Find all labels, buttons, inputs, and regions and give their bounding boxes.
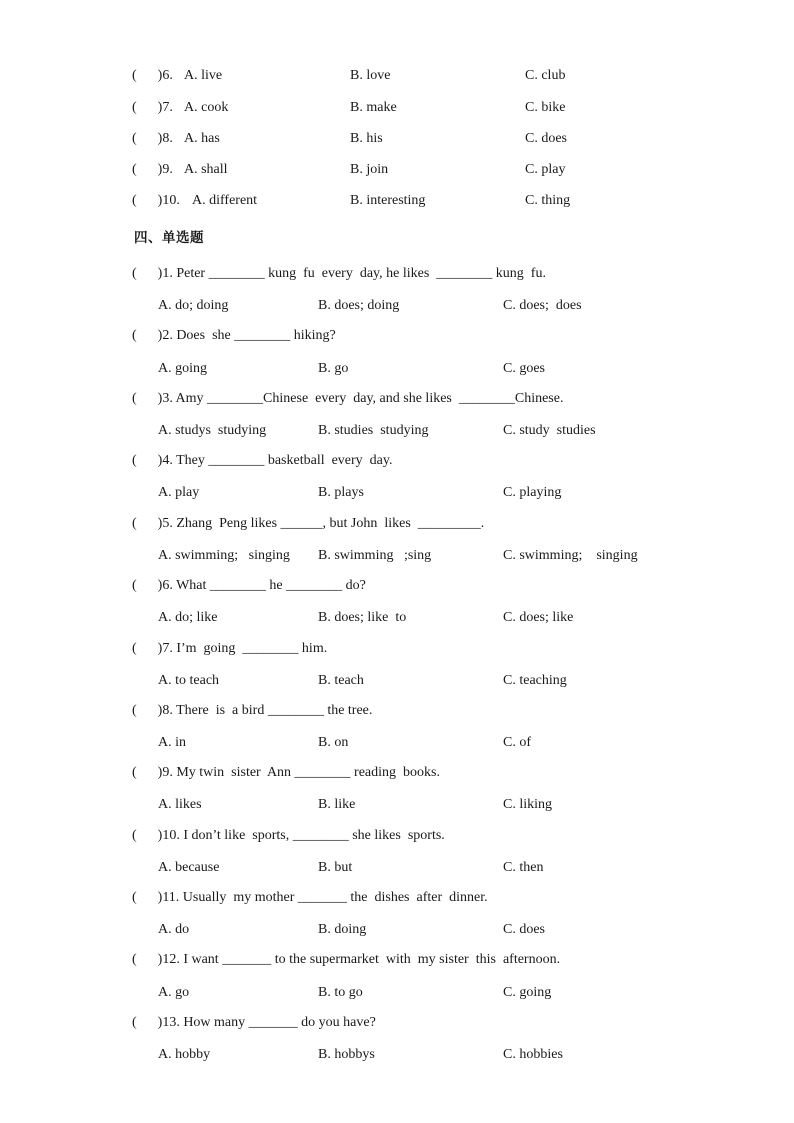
option-c: C. bike bbox=[525, 100, 566, 115]
option-a: A. live bbox=[184, 68, 223, 83]
question-number: ( )8. bbox=[132, 131, 173, 146]
option-a: A. hobby bbox=[158, 1047, 211, 1062]
option-c: C. going bbox=[503, 985, 552, 1000]
option-b: B. interesting bbox=[350, 193, 426, 208]
option-c: C. does bbox=[525, 131, 567, 146]
option-c: C. liking bbox=[503, 797, 553, 812]
question-stem: ( )8. There is a bird ________ the tree. bbox=[132, 703, 373, 718]
question-stem: ( )3. Amy ________Chinese every day, and she likes ________Chinese. bbox=[132, 391, 564, 406]
option-b: B. make bbox=[350, 100, 397, 115]
option-b: B. join bbox=[350, 162, 389, 177]
question-stem: ( )5. Zhang Peng likes ______, but John likes _________. bbox=[132, 516, 485, 531]
option-c: C. play bbox=[525, 162, 566, 177]
option-a: A. going bbox=[158, 361, 207, 376]
option-c: C. club bbox=[525, 68, 566, 83]
option-c: C. of bbox=[503, 735, 531, 750]
question-number: ( )9. bbox=[132, 162, 173, 177]
option-a: A. do; doing bbox=[158, 298, 229, 313]
question-stem: ( )12. I want _______ to the supermarket with my sister this afternoon. bbox=[132, 952, 561, 967]
option-b: B. swimming ;sing bbox=[318, 548, 432, 563]
option-a: A. shall bbox=[184, 162, 228, 177]
question-number: ( )10. bbox=[132, 193, 180, 208]
option-c: C. then bbox=[503, 860, 544, 875]
option-b: B. does; doing bbox=[318, 298, 400, 313]
option-c: C. does bbox=[503, 922, 545, 937]
option-a: A. studys studying bbox=[158, 423, 267, 438]
option-c: C. does; like bbox=[503, 610, 574, 625]
option-b: B. love bbox=[350, 68, 391, 83]
option-c: C. does; does bbox=[503, 298, 582, 313]
question-stem: ( )1. Peter ________ kung fu every day, he likes ________ kung fu. bbox=[132, 266, 546, 281]
option-a: A. play bbox=[158, 485, 200, 500]
option-b: B. like bbox=[318, 797, 356, 812]
question-stem: ( )10. I don’t like sports, ________ she likes sports. bbox=[132, 828, 445, 843]
option-b: B. hobbys bbox=[318, 1047, 375, 1062]
option-b: B. studies studying bbox=[318, 423, 429, 438]
question-stem: ( )6. What ________ he ________ do? bbox=[132, 578, 366, 593]
option-a: A. cook bbox=[184, 100, 229, 115]
option-b: B. does; like to bbox=[318, 610, 407, 625]
question-stem: ( )9. My twin sister Ann ________ reading books. bbox=[132, 765, 440, 780]
question-number: ( )6. bbox=[132, 68, 173, 83]
option-b: B. teach bbox=[318, 673, 364, 688]
option-c: C. thing bbox=[525, 193, 571, 208]
question-stem: ( )13. How many _______ do you have? bbox=[132, 1015, 376, 1030]
option-a: A. go bbox=[158, 985, 190, 1000]
option-c: C. goes bbox=[503, 361, 545, 376]
option-b: B. plays bbox=[318, 485, 364, 500]
option-c: C. teaching bbox=[503, 673, 567, 688]
question-stem: ( )11. Usually my mother _______ the dishes after dinner. bbox=[132, 890, 488, 905]
option-a: A. has bbox=[184, 131, 220, 146]
option-a: A. different bbox=[192, 193, 258, 208]
option-b: B. doing bbox=[318, 922, 367, 937]
option-a: A. in bbox=[158, 735, 186, 750]
question-stem: ( )4. They ________ basketball every day. bbox=[132, 453, 393, 468]
option-a: A. do bbox=[158, 922, 190, 937]
question-stem: ( )7. I’m going ________ him. bbox=[132, 641, 328, 656]
option-a: A. because bbox=[158, 860, 220, 875]
question-number: ( )7. bbox=[132, 100, 173, 115]
option-a: A. likes bbox=[158, 797, 202, 812]
section-title: 四、单选题 bbox=[134, 230, 204, 246]
option-c: C. playing bbox=[503, 485, 562, 500]
option-a: A. swimming; singing bbox=[158, 548, 290, 563]
option-a: A. to teach bbox=[158, 673, 220, 688]
option-b: B. go bbox=[318, 361, 349, 376]
option-c: C. study studies bbox=[503, 423, 596, 438]
option-b: B. on bbox=[318, 735, 349, 750]
option-c: C. hobbies bbox=[503, 1047, 563, 1062]
option-a: A. do; like bbox=[158, 610, 218, 625]
option-b: B. to go bbox=[318, 985, 363, 1000]
option-b: B. but bbox=[318, 860, 353, 875]
option-c: C. swimming; singing bbox=[503, 548, 638, 563]
question-stem: ( )2. Does she ________ hiking? bbox=[132, 328, 336, 343]
option-b: B. his bbox=[350, 131, 383, 146]
